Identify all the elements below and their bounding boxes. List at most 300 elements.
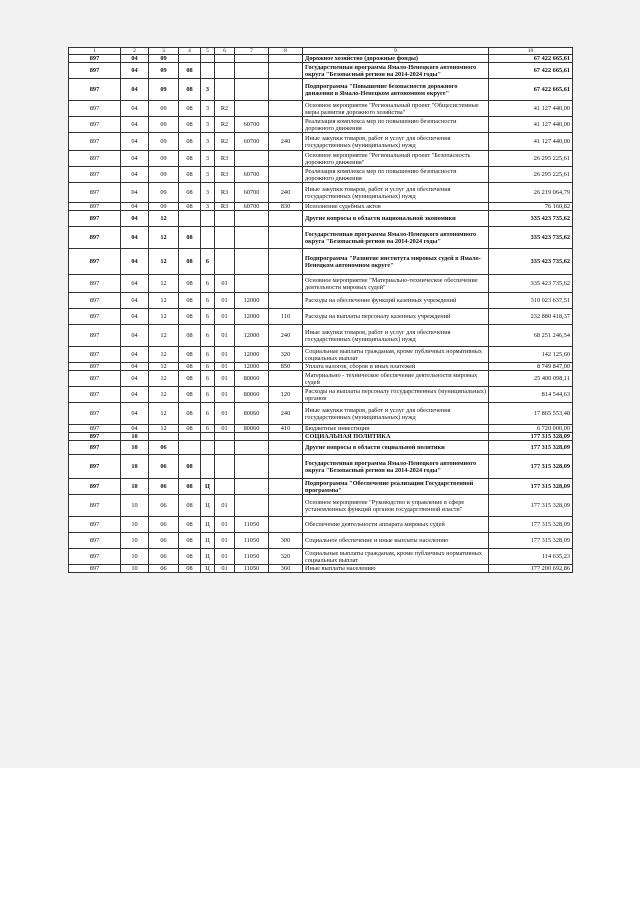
table-cell: 01 <box>215 533 235 549</box>
table-cell: 12 <box>149 387 179 403</box>
table-cell: 897 <box>69 79 121 101</box>
table-cell: Иные закупки товаров, работ и услуг для обеспечения государственных (муниципальных) нужд <box>303 183 489 203</box>
table-cell: Основное мероприятие "Материально-техническое обеспечение деятельности мировых судей" <box>303 275 489 293</box>
table-cell: 897 <box>69 403 121 425</box>
table-cell: 3 <box>201 79 215 101</box>
table-cell: 60700 <box>235 183 269 203</box>
table-cell: 120 <box>269 387 303 403</box>
table-cell <box>215 441 235 455</box>
table-cell: Ц <box>201 495 215 517</box>
table-cell: 08 <box>179 249 201 275</box>
header-cell: 7 <box>235 48 269 55</box>
table-cell: 67 422 665,61 <box>489 63 573 79</box>
table-cell: 08 <box>179 549 201 565</box>
table-cell: 114 635,23 <box>489 549 573 565</box>
table-cell: Иные закупки товаров, работ и услуг для обеспечения государственных (муниципальных) нужд <box>303 133 489 151</box>
table-cell: 01 <box>215 363 235 371</box>
table-cell <box>269 117 303 133</box>
table-cell: 897 <box>69 151 121 167</box>
table-cell: 06 <box>149 495 179 517</box>
table-cell <box>201 211 215 227</box>
table-cell: 897 <box>69 275 121 293</box>
table-cell: Иные закупки товаров, работ и услуг для обеспечения государственных (муниципальных) нужд <box>303 403 489 425</box>
table-cell: Обеспечение деятельности аппарата мировых судей <box>303 517 489 533</box>
table-cell: 01 <box>215 425 235 433</box>
table-row <box>69 117 573 133</box>
table-cell <box>269 249 303 275</box>
table-cell: 04 <box>121 249 149 275</box>
table-cell: 08 <box>179 363 201 371</box>
table-cell: 08 <box>179 347 201 363</box>
table-cell: 09 <box>149 167 179 183</box>
table-cell: 177 315 328,09 <box>489 479 573 495</box>
table-cell: 08 <box>179 183 201 203</box>
table-cell: Иные закупки товаров, работ и услуг для обеспечения государственных (муниципальных) нужд <box>303 325 489 347</box>
table-cell: 897 <box>69 479 121 495</box>
table-cell: 240 <box>269 133 303 151</box>
table-cell: Государственная программа Ямало-Ненецкого автономного округа "Безопасный регион на 2014-2024 годы" <box>303 227 489 249</box>
table-row <box>69 387 573 403</box>
table-cell <box>269 167 303 183</box>
table-cell <box>201 441 215 455</box>
table-cell <box>235 63 269 79</box>
table-cell <box>235 249 269 275</box>
table-cell: 08 <box>179 495 201 517</box>
table-cell: R3 <box>215 183 235 203</box>
table-cell <box>269 63 303 79</box>
table-cell: 897 <box>69 167 121 183</box>
table-cell: Бюджетные инвестиции <box>303 425 489 433</box>
table-cell <box>215 79 235 101</box>
table-cell: 01 <box>215 347 235 363</box>
table-cell: 310 023 637,51 <box>489 293 573 309</box>
table-cell: 12 <box>149 227 179 249</box>
table-cell: 6 <box>201 249 215 275</box>
table-cell <box>179 441 201 455</box>
table-cell: 01 <box>215 549 235 565</box>
table-cell: 80060 <box>235 425 269 433</box>
table-cell: 04 <box>121 101 149 117</box>
table-cell: 10 <box>121 433 149 441</box>
table-cell: 12 <box>149 403 179 425</box>
table-cell <box>269 227 303 249</box>
table-cell: 41 127 440,00 <box>489 117 573 133</box>
table-cell <box>269 293 303 309</box>
table-cell: 10 <box>121 565 149 573</box>
table-cell <box>215 55 235 63</box>
table-cell: 12 <box>149 249 179 275</box>
header-cell: 4 <box>179 48 201 55</box>
table-cell: Другие вопросы в области социальной политики <box>303 441 489 455</box>
table-cell <box>179 55 201 63</box>
table-cell <box>235 101 269 117</box>
table-cell <box>269 79 303 101</box>
table-cell: 08 <box>179 533 201 549</box>
table-cell: 09 <box>149 55 179 63</box>
table-cell: 177 200 692,86 <box>489 565 573 573</box>
table-cell: 08 <box>179 517 201 533</box>
table-cell: 08 <box>179 455 201 479</box>
table-cell <box>215 211 235 227</box>
table-cell: 08 <box>179 203 201 211</box>
table-cell: 335 423 735,62 <box>489 275 573 293</box>
table-cell: 335 423 735,62 <box>489 211 573 227</box>
table-cell <box>179 433 201 441</box>
table-cell: 177 315 328,09 <box>489 433 573 441</box>
budget-table <box>68 47 573 573</box>
table-cell: 01 <box>215 387 235 403</box>
table-cell <box>215 455 235 479</box>
table-row <box>69 479 573 495</box>
table-cell: 12 <box>149 347 179 363</box>
table-cell: Расходы на выплаты персоналу казенных учреждений <box>303 309 489 325</box>
table-cell: 08 <box>179 63 201 79</box>
table-cell: 08 <box>179 167 201 183</box>
table-cell: 410 <box>269 425 303 433</box>
table-cell: 01 <box>215 495 235 517</box>
table-cell: 06 <box>149 441 179 455</box>
table-cell: 04 <box>121 167 149 183</box>
table-cell: Основное мероприятие "Региональный проект "Безопасность дорожного движения" <box>303 151 489 167</box>
table-row <box>69 167 573 183</box>
table-cell: R3 <box>215 203 235 211</box>
table-cell: 897 <box>69 495 121 517</box>
table-cell <box>235 441 269 455</box>
table-cell: 897 <box>69 533 121 549</box>
table-cell: 06 <box>149 565 179 573</box>
table-cell: 12000 <box>235 363 269 371</box>
table-cell: 04 <box>121 183 149 203</box>
table-row <box>69 433 573 441</box>
table-row <box>69 517 573 533</box>
table-row <box>69 371 573 387</box>
table-cell: Расходы на обеспечение функций казенных учреждений <box>303 293 489 309</box>
table-cell: 04 <box>121 387 149 403</box>
table-cell: 12 <box>149 425 179 433</box>
table-cell: 850 <box>269 363 303 371</box>
table-cell: 01 <box>215 293 235 309</box>
table-cell: 240 <box>269 325 303 347</box>
table-cell <box>235 151 269 167</box>
table-cell: 6 <box>201 275 215 293</box>
table-cell: 04 <box>121 363 149 371</box>
table-cell <box>235 211 269 227</box>
table-cell: 6 <box>201 371 215 387</box>
table-cell <box>235 275 269 293</box>
table-cell: 897 <box>69 565 121 573</box>
table-cell: 09 <box>149 133 179 151</box>
header-cell: 1 <box>69 48 121 55</box>
table-cell <box>269 495 303 517</box>
table-cell: 01 <box>215 517 235 533</box>
table-cell: 12000 <box>235 325 269 347</box>
table-cell: 10 <box>121 479 149 495</box>
table-cell: 04 <box>121 55 149 63</box>
table-cell <box>235 495 269 517</box>
table-cell: Подпрограмма "Обеспечение реализации Государственной программы" <box>303 479 489 495</box>
table-cell: Социальное обеспечение и иные выплаты населению <box>303 533 489 549</box>
table-cell <box>201 455 215 479</box>
table-cell: СОЦИАЛЬНАЯ ПОЛИТИКА <box>303 433 489 441</box>
table-cell: Основное мероприятие "Региональный проект "Общесистемные меры развития дорожного хозяйства" <box>303 101 489 117</box>
header-cell: 3 <box>149 48 179 55</box>
table-cell: 06 <box>149 479 179 495</box>
table-cell: 3 <box>201 203 215 211</box>
table-cell: 240 <box>269 403 303 425</box>
table-cell <box>269 517 303 533</box>
table-cell: 01 <box>215 403 235 425</box>
table-cell <box>215 479 235 495</box>
table-cell: 11050 <box>235 565 269 573</box>
table-row <box>69 325 573 347</box>
table-cell: 897 <box>69 293 121 309</box>
table-cell: 04 <box>121 117 149 133</box>
table-body <box>69 48 573 573</box>
table-cell <box>215 227 235 249</box>
table-cell: 08 <box>179 565 201 573</box>
table-cell: 04 <box>121 371 149 387</box>
table-cell <box>269 371 303 387</box>
table-cell: 6 <box>201 403 215 425</box>
table-cell <box>149 433 179 441</box>
table-cell: 897 <box>69 117 121 133</box>
table-cell: 320 <box>269 347 303 363</box>
table-cell: 142 125,60 <box>489 347 573 363</box>
table-cell: 240 <box>269 183 303 203</box>
table-cell: 897 <box>69 203 121 211</box>
table-cell: Государственная программа Ямало-Ненецкого автономного округа "Безопасный регион на 2014-2024 годы" <box>303 455 489 479</box>
table-row <box>69 79 573 101</box>
table-cell: 09 <box>149 151 179 167</box>
table-row <box>69 425 573 433</box>
table-cell <box>215 433 235 441</box>
table-cell: 12 <box>149 363 179 371</box>
table-cell: 08 <box>179 101 201 117</box>
table-cell: 04 <box>121 151 149 167</box>
table-cell: 09 <box>149 101 179 117</box>
table-cell: 12000 <box>235 347 269 363</box>
table-cell: 6 <box>201 387 215 403</box>
table-cell: 60700 <box>235 133 269 151</box>
table-cell: 01 <box>215 275 235 293</box>
table-cell: Ц <box>201 517 215 533</box>
table-row <box>69 151 573 167</box>
header-row <box>69 48 573 55</box>
table-cell <box>269 479 303 495</box>
table-cell <box>269 275 303 293</box>
table-cell: 06 <box>149 517 179 533</box>
table-row <box>69 63 573 79</box>
table-cell: 80060 <box>235 371 269 387</box>
table-cell: 08 <box>179 425 201 433</box>
table-cell: 177 315 328,09 <box>489 533 573 549</box>
table-cell: Основное мероприятие "Руководство и управление в сфере установленных функций органов государственной власти" <box>303 495 489 517</box>
table-cell: 08 <box>179 79 201 101</box>
table-cell: 11050 <box>235 533 269 549</box>
table-cell: Материально - техническое обеспечение деятельности мировых судей <box>303 371 489 387</box>
table-cell: 68 251 246,54 <box>489 325 573 347</box>
table-row <box>69 249 573 275</box>
table-cell: 08 <box>179 293 201 309</box>
table-cell <box>269 433 303 441</box>
table-cell: 04 <box>121 133 149 151</box>
table-cell: 3 <box>201 117 215 133</box>
table-cell: 80060 <box>235 403 269 425</box>
table-cell: 10 <box>121 517 149 533</box>
table-row <box>69 403 573 425</box>
table-cell: 12 <box>149 309 179 325</box>
table-row <box>69 455 573 479</box>
table-row <box>69 309 573 325</box>
table-cell <box>269 441 303 455</box>
table-row <box>69 533 573 549</box>
table-cell: 897 <box>69 425 121 433</box>
table-cell: 320 <box>269 549 303 565</box>
table-cell: 09 <box>149 79 179 101</box>
table-cell: 110 <box>269 309 303 325</box>
header-cell: 5 <box>201 48 215 55</box>
table-cell: 67 422 665,61 <box>489 55 573 63</box>
table-cell: 897 <box>69 371 121 387</box>
table-cell: 08 <box>179 387 201 403</box>
table-cell: R2 <box>215 101 235 117</box>
table-cell: 67 422 665,61 <box>489 79 573 101</box>
table-cell: 08 <box>179 227 201 249</box>
table-cell <box>269 211 303 227</box>
table-cell: 76 160,82 <box>489 203 573 211</box>
table-cell: 08 <box>179 325 201 347</box>
table-cell: 04 <box>121 347 149 363</box>
table-cell: R2 <box>215 117 235 133</box>
table-cell: Реализация комплекса мер по повышению безопасности дорожного движения <box>303 117 489 133</box>
table-cell: 897 <box>69 309 121 325</box>
table-cell: 04 <box>121 293 149 309</box>
table-cell: 41 127 440,00 <box>489 101 573 117</box>
table-cell: 6 <box>201 347 215 363</box>
table-cell: Реализация комплекса мер по повышению безопасности дорожного движения <box>303 167 489 183</box>
table-cell: 11050 <box>235 517 269 533</box>
table-cell: 177 315 328,09 <box>489 455 573 479</box>
table-cell: 04 <box>121 309 149 325</box>
table-row <box>69 55 573 63</box>
table-cell: 09 <box>149 183 179 203</box>
table-cell: 897 <box>69 249 121 275</box>
table-cell: 04 <box>121 403 149 425</box>
table-cell: R3 <box>215 151 235 167</box>
table-cell: Ц <box>201 533 215 549</box>
table-cell: 60700 <box>235 117 269 133</box>
table-row <box>69 363 573 371</box>
table-cell: 08 <box>179 275 201 293</box>
table-row <box>69 227 573 249</box>
table-row <box>69 347 573 363</box>
header-cell: 9 <box>303 48 489 55</box>
table-cell: 12 <box>149 371 179 387</box>
table-cell: 12000 <box>235 293 269 309</box>
table-cell: 6 <box>201 363 215 371</box>
table-cell: 08 <box>179 479 201 495</box>
table-cell: 08 <box>179 133 201 151</box>
table-cell: 6 <box>201 309 215 325</box>
table-cell: 300 <box>269 533 303 549</box>
table-cell: 26 295 225,61 <box>489 151 573 167</box>
table-cell: 12 <box>149 293 179 309</box>
table-cell: 60700 <box>235 167 269 183</box>
table-row <box>69 293 573 309</box>
table-cell: Ц <box>201 479 215 495</box>
table-row <box>69 441 573 455</box>
table-cell: 26 219 064,79 <box>489 183 573 203</box>
table-cell <box>179 211 201 227</box>
table-cell: 3 <box>201 101 215 117</box>
table-cell <box>269 55 303 63</box>
table-cell: 06 <box>149 549 179 565</box>
table-row <box>69 495 573 517</box>
table-row <box>69 565 573 573</box>
table-cell: 04 <box>121 425 149 433</box>
table-cell: 04 <box>121 79 149 101</box>
table-cell <box>235 455 269 479</box>
table-row <box>69 275 573 293</box>
table-cell: 01 <box>215 371 235 387</box>
table-cell: 04 <box>121 203 149 211</box>
table-row <box>69 183 573 203</box>
table-row <box>69 211 573 227</box>
table-cell: Иные выплаты населению <box>303 565 489 573</box>
table-cell: 232 880 418,37 <box>489 309 573 325</box>
table-row <box>69 549 573 565</box>
table-cell: Дорожное хозяйство (дорожные фонды) <box>303 55 489 63</box>
table-cell <box>201 63 215 79</box>
table-cell: 897 <box>69 227 121 249</box>
table-cell: 10 <box>121 441 149 455</box>
table-cell: 897 <box>69 183 121 203</box>
table-cell: 09 <box>149 63 179 79</box>
table-cell: 177 315 328,09 <box>489 495 573 517</box>
table-cell: Ц <box>201 549 215 565</box>
table-cell: 12 <box>149 211 179 227</box>
table-cell: 08 <box>179 309 201 325</box>
table-cell: 6 720 000,00 <box>489 425 573 433</box>
table-cell: 04 <box>121 275 149 293</box>
table-cell: 04 <box>121 211 149 227</box>
table-cell: Социальные выплаты гражданам, кроме публичных нормативных социальных выплат <box>303 549 489 565</box>
table-cell: 10 <box>121 533 149 549</box>
table-cell: Государственная программа Ямало-Ненецкого автономного округа "Безопасный регион на 2014-2024 годы" <box>303 63 489 79</box>
table-cell <box>215 63 235 79</box>
table-cell: Уплата налогов, сборов и иных платежей <box>303 363 489 371</box>
table-cell: 01 <box>215 565 235 573</box>
header-cell: 2 <box>121 48 149 55</box>
table-cell: 897 <box>69 433 121 441</box>
table-cell: Подпрограмма "Развитие института мировых судей в Ямало-Ненецком автономном округе" <box>303 249 489 275</box>
header-cell: 6 <box>215 48 235 55</box>
table-cell: 26 295 225,61 <box>489 167 573 183</box>
table-cell: 6 <box>201 325 215 347</box>
table-cell: 897 <box>69 387 121 403</box>
table-cell: 06 <box>149 533 179 549</box>
table-cell: 177 315 328,09 <box>489 517 573 533</box>
table-cell <box>269 455 303 479</box>
table-cell: 897 <box>69 347 121 363</box>
table-cell: 04 <box>121 227 149 249</box>
table-cell: 08 <box>179 403 201 425</box>
table-cell: 3 <box>201 183 215 203</box>
table-cell: 897 <box>69 55 121 63</box>
table-cell: 177 315 328,09 <box>489 441 573 455</box>
table-cell <box>201 433 215 441</box>
table-cell: 25 400 098,11 <box>489 371 573 387</box>
